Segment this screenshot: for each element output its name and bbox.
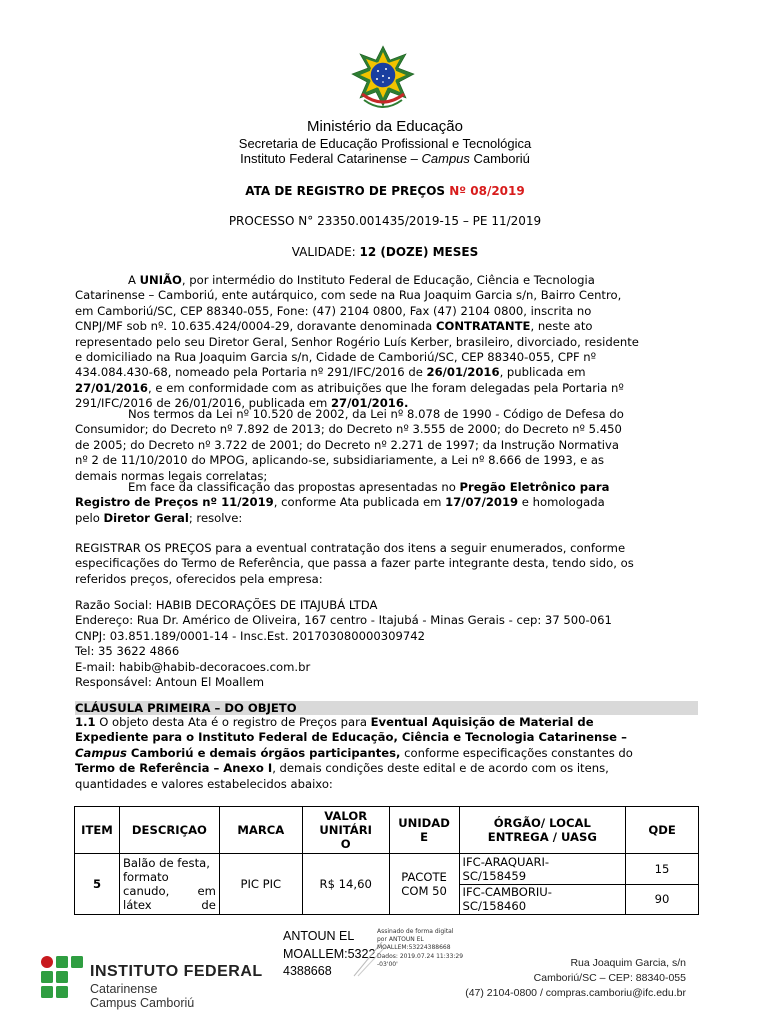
clause-body: 1.1 O objeto desta Ata é o registro de Preços para Eventual Aquisição de Material de Expediente para o Instituto Federal de Educação, Ciência e Tecnologia Catarinense – Campus Camboriú e demais órgãos participantes, conforme especificações constantes do Termo de Referência – Anexo I, demais condições deste edital e de acordo com os itens, quantidades e valores estabelecidos abaixo: [75, 715, 633, 791]
paragraph-parties: A UNIÃO, por intermédio do Instituto Federal de Educação, Ciência e Tecnologia Catarinense – Camboriú, ente autárquico, com sede na Rua Joaquim Garcia s/n, Bairro Centro, em Camboriú/SC, CEP 88340-055, Fone: (47) 2104 0800, Fax (47) 2104 0800, inscrita no CNPJ/MF sob nº. 10.635.424/0004-29, doravante denominada CONTRATANTE, neste ato representado pelo seu Diretor Geral, Senhor Rogério Luís Kerber, brasileiro, divorciado, residente e domiciliado na Rua Joaquim Garcia s/n, Cidade de Camboriú/SC, CEP 88340-055, CPF nº 434.084.430-68, nomeado pela Portaria nº 291/IFC/2016 de 26/01/2016, publicada em 27/01/2016, e em conformidade com as atribuições que lhe foram delegadas pela Portaria nº 291/IFC/2016 de 26/01/2016, publicada em 27/01/2016. [75, 273, 639, 411]
header-item: ITEM [75, 807, 120, 854]
header-description: DESCRIÇAO [119, 807, 219, 854]
header-quantity: QDE [626, 807, 699, 854]
cell-quantity: 90 [626, 884, 699, 915]
header-brand: MARCA [219, 807, 302, 854]
cell-delivery: IFC-ARAQUARI- SC/158459 [459, 854, 626, 885]
clause-heading: CLÁUSULA PRIMEIRA – DO OBJETO [75, 701, 698, 715]
cell-description: Balão de festa, formato canudo, em látex de [119, 854, 219, 915]
ifc-logo-title: INSTITUTO FEDERAL [90, 963, 263, 980]
footer-address-street: Rua Joaquim Garcia, s/n [570, 957, 686, 969]
table-row [75, 854, 699, 885]
paragraph-legal-basis: Nos termos da Lei nº 10.520 de 2002, da Lei nº 8.078 de 1990 - Código de Defesa do Consumidor; do Decreto nº 7.892 de 2013; do Decreto nº 3.555 de 2000; do Decreto nº 5.450 de 2005; do Decreto nº 3.722 de 2001; do Decreto nº 2.271 de 1997; da Instrução Normativa nº 2 de 11/10/2010 do MPOG, aplicando-se, subsidiariamente, a Lei nº 8.666 de 1993, e as demais normas legais correlatas; [75, 407, 624, 483]
cell-delivery: IFC-CAMBORIU- SC/158460 [459, 884, 626, 915]
ifc-logo-campus: Campus Camboriú [90, 996, 195, 1010]
ifc-logo-icon [40, 955, 84, 1005]
company-name: Razão Social: HABIB DECORAÇÕES DE ITAJUBÁ LTDA [75, 598, 378, 612]
company-responsible: Responsável: Antoun El Moallem [75, 675, 265, 690]
secretariat-name: Secretaria de Educação Profissional e Tecnológica [238, 136, 532, 151]
cell-unit-price: R$ 14,60 [302, 854, 389, 915]
header-delivery: ÓRGÃO/ LOCAL ENTREGA / UASG [459, 807, 626, 854]
validity: VALIDADE: 12 (DOZE) MESES [291, 245, 479, 259]
company-phone: Tel: 35 3622 4866 [75, 644, 180, 659]
ifc-logo-subtitle: Catarinense [90, 982, 158, 996]
signature-name: ANTOUN EL MOALLEM:5322 4388668 [283, 929, 376, 978]
document-title: ATA DE REGISTRO DE PREÇOS Nº 08/2019 [245, 184, 525, 198]
company-info [75, 598, 705, 690]
header-unit: UNIDAD E [389, 807, 459, 854]
process-number: PROCESSO N° 23350.001435/2019-15 – PE 11/2019 [228, 214, 542, 228]
header-unit-price: VALOR UNITÁRI O [302, 807, 389, 854]
cell-item: 5 [75, 854, 120, 915]
signature-metadata: Assinado de forma digital por ANTOUN EL MOALLEM:53224388668 Dados: 2019.07.24 11:33:29 -03'00' [377, 928, 464, 968]
items-table [74, 806, 699, 915]
institute-name: Instituto Federal Catarinense – Campus Camboriú [240, 151, 530, 166]
company-address: Endereço: Rua Dr. Américo de Oliveira, 167 centro - Itajubá - Minas Gerais - cep: 37 500-061 [75, 613, 612, 628]
table-header-row [75, 807, 699, 854]
footer-contact: (47) 2104-0800 / compras.camboriu@ifc.edu.br [465, 987, 686, 999]
brazil-coat-of-arms-icon [350, 44, 416, 116]
cell-brand: PIC PIC [219, 854, 302, 915]
cell-unit: PACOTE COM 50 [389, 854, 459, 915]
cell-quantity: 15 [626, 854, 699, 885]
ministry-name: Ministério da Educação [307, 118, 463, 135]
paragraph-register: REGISTRAR OS PREÇOS para a eventual contratação dos itens a seguir enumerados, conforme especificações do Termo de Referência, que passa a fazer parte integrante desta, tendo sido, os referidos preços, oferecidos pela empresa: [75, 541, 634, 586]
company-email: E-mail: habib@habib-decoracoes.com.br [75, 659, 311, 674]
company-cnpj: CNPJ: 03.851.189/0001-14 - Insc.Est. 201703080000309742 [75, 628, 425, 643]
footer-address-city: Camboriú/SC – CEP: 88340-055 [533, 972, 686, 984]
paragraph-classification: Em face da classificação das propostas apresentadas no Pregão Eletrônico para Registro de Preços nº 11/2019, conforme Ata publicada em 17/07/2019 e homologada pelo Diretor Geral; resolve: [75, 480, 610, 525]
